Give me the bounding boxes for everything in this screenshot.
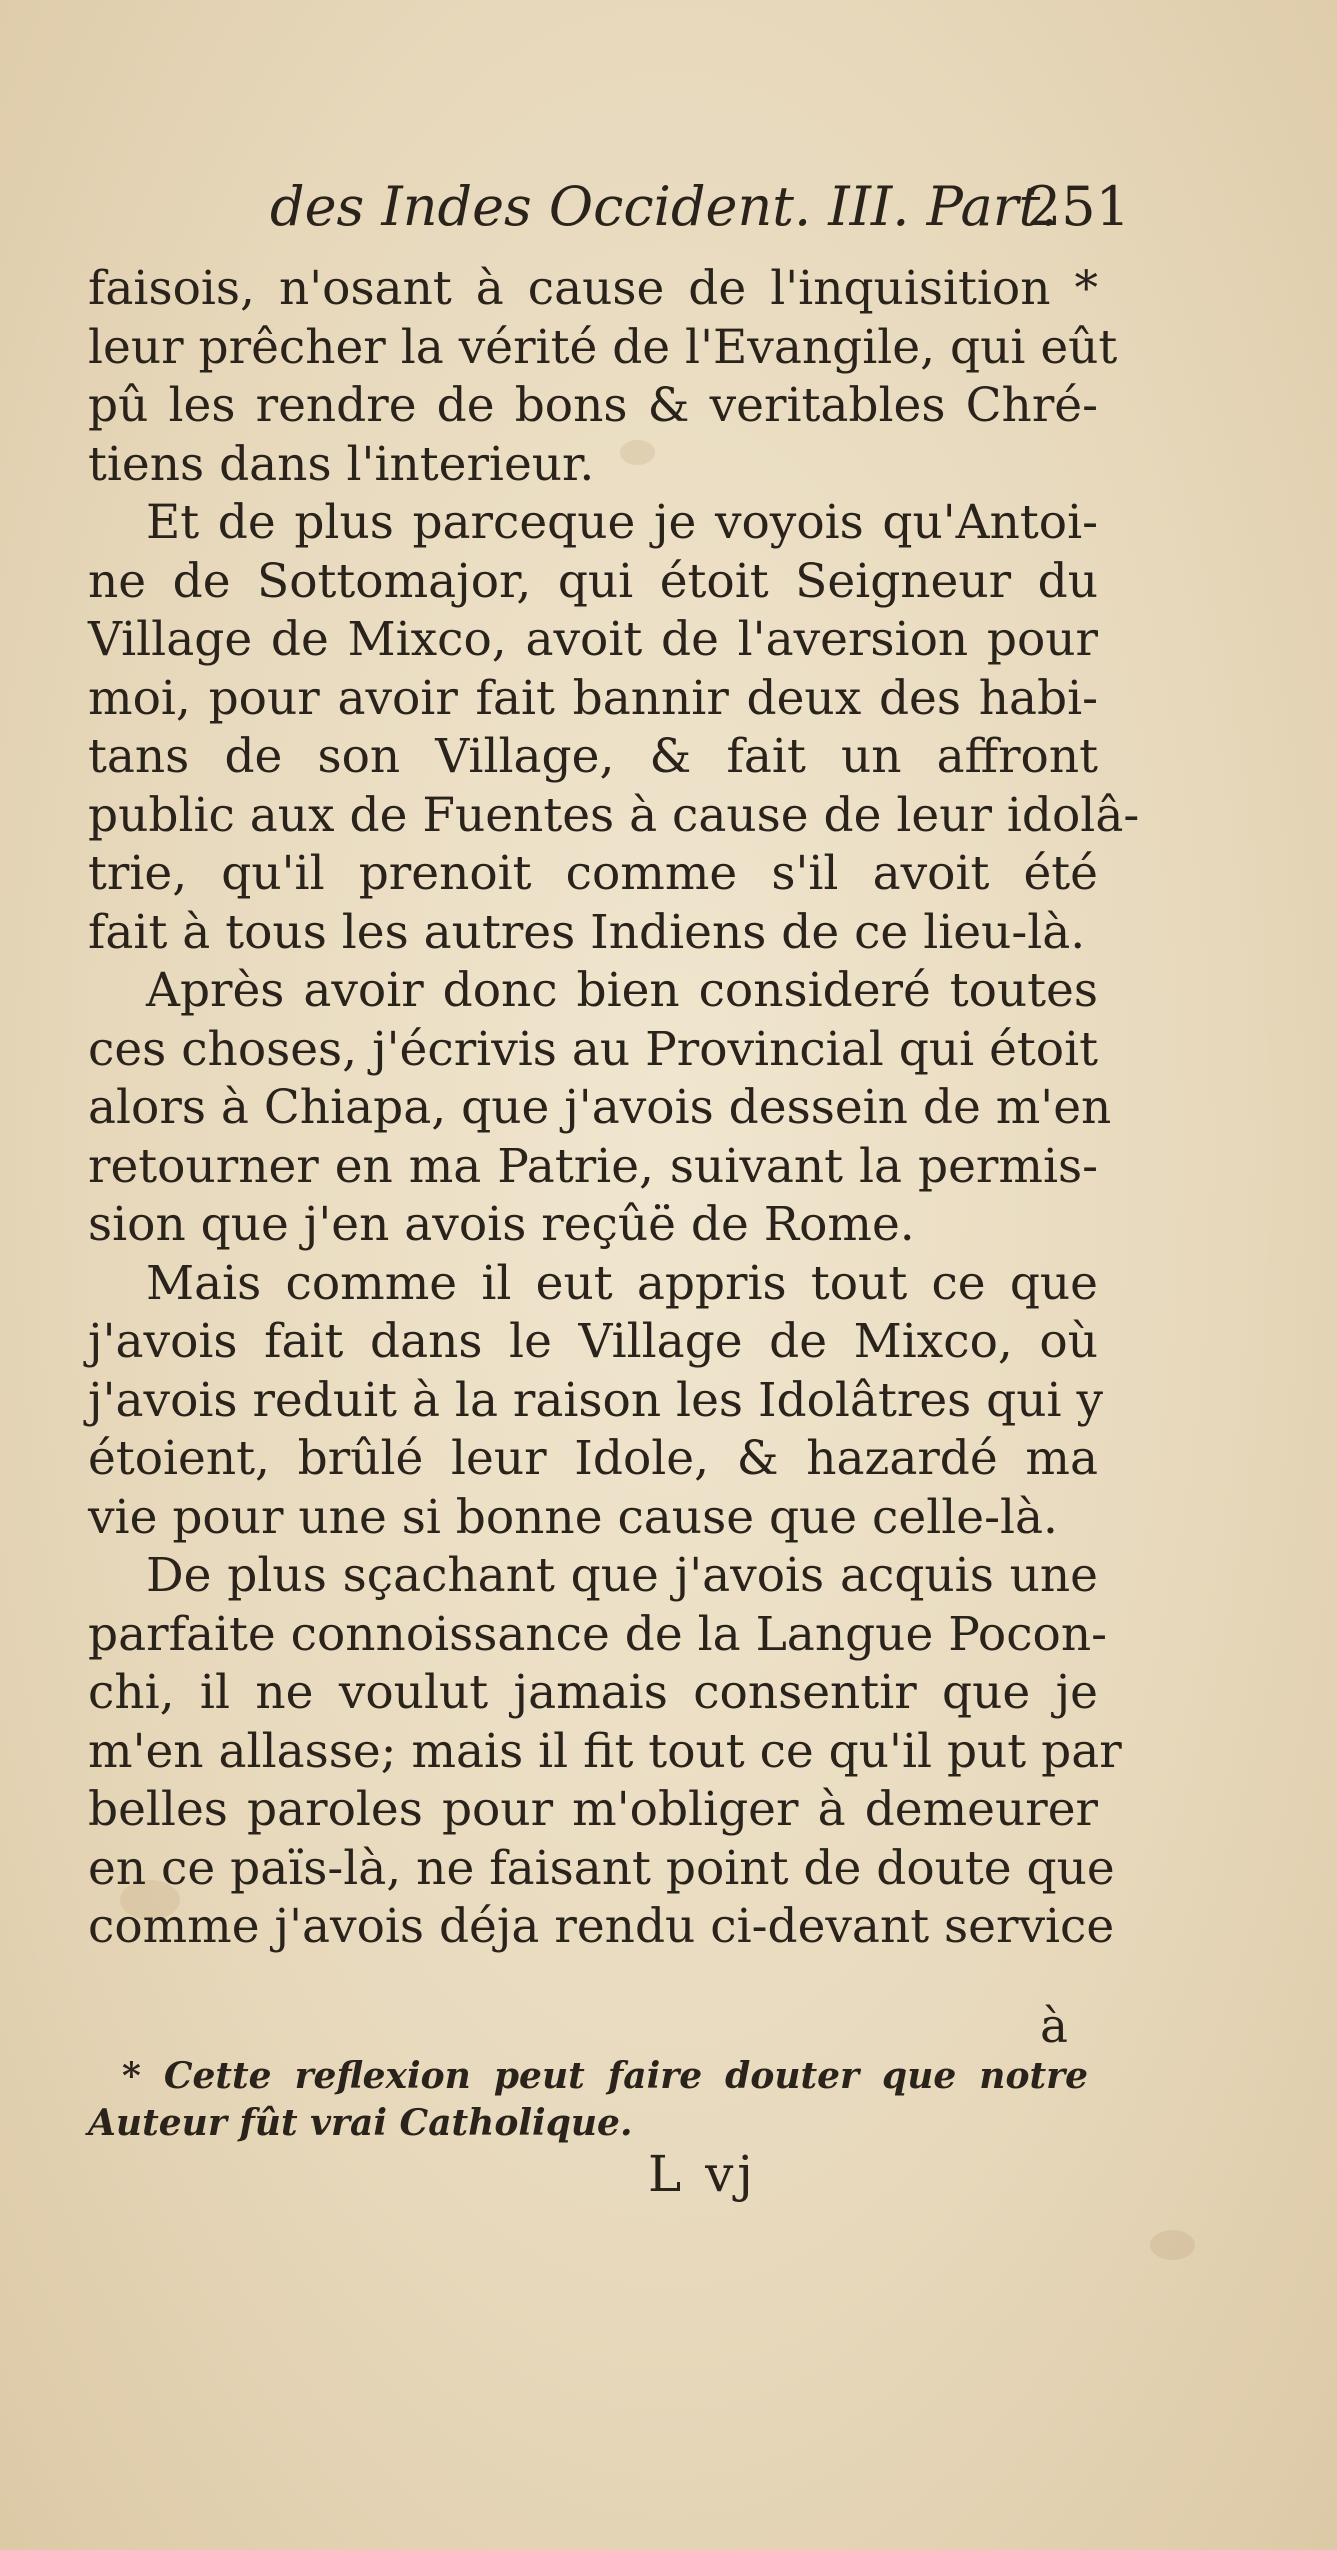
footnote [88, 2053, 1088, 2147]
text-line: ces choses, j'écrivis au Provincial qui étoit [88, 1021, 1098, 1077]
text-line: j'avois fait dans le Village de Mixco, où [88, 1314, 1098, 1369]
text-line: De plus sçachant que j'avois acquis une [146, 1548, 1098, 1603]
text-line: étoient, brûlé leur Idole, & hazardé ma [88, 1431, 1098, 1486]
text-line: fait à tous les autres Indiens de ce lieu-là. [88, 904, 1086, 960]
text-line: vie pour une si bonne cause que celle-là. [88, 1489, 1058, 1545]
text-line: j'avois reduit à la raison les Idolâtres qui y [88, 1372, 1104, 1428]
text-line: moi, pour avoir fait bannir deux des habi- [88, 670, 1098, 726]
text-line: alors à Chiapa, que j'avois dessein de m'en [88, 1080, 1112, 1135]
footnote-line: * Cette reflexion peut faire douter que notre [122, 2055, 1088, 2097]
text-line: tiens dans l'interieur. [88, 436, 595, 492]
text-line: tans de son Village, & fait un affront [88, 729, 1098, 784]
text-line: Après avoir donc bien consideré toutes [146, 963, 1098, 1018]
paper-stain [1150, 2230, 1195, 2260]
text-line: retourner en ma Patrie, suivant la permis- [88, 1138, 1098, 1194]
text-line: ne de Sottomajor, qui étoit Seigneur du [88, 553, 1098, 609]
text-line: Mais comme il eut appris tout ce que [146, 1255, 1098, 1311]
text-line: parfaite connoissance de la Langue Pocon- [88, 1606, 1107, 1662]
text-line: comme j'avois déja rendu ci-devant service [88, 1899, 1115, 1954]
text-line: pû les rendre de bons & veritables Chré- [88, 378, 1098, 433]
body-text [88, 260, 1140, 1957]
text-line: leur prêcher la vérité de l'Evangile, qui eût [88, 319, 1118, 375]
catchword: à [1040, 1999, 1069, 2054]
signature-mark: L vj [648, 2145, 757, 2203]
text-line: Et de plus parceque je voyois qu'Antoi- [146, 495, 1098, 550]
text-line: m'en allasse; mais il fit tout ce qu'il put par [88, 1723, 1122, 1779]
text-line: Village de Mixco, avoit de l'aversion pour [88, 612, 1098, 667]
text-line: sion que j'en avois reçûë de Rome. [88, 1197, 915, 1252]
text-line: chi, il ne voulut jamais consentir que je [88, 1665, 1098, 1720]
page-header [270, 175, 1130, 245]
page-number: 251 [1026, 175, 1130, 238]
text-line: trie, qu'il prenoit comme s'il avoit été [88, 846, 1098, 901]
text-line: public aux de Fuentes à cause de leur idolâ- [88, 787, 1140, 843]
text-line: en ce païs-là, ne faisant point de doute que [88, 1840, 1115, 1896]
text-line: faisois, n'osant à cause de l'inquisition * [88, 261, 1098, 316]
running-head: des Indes Occident. III. Part. [270, 175, 1058, 238]
text-line: belles paroles pour m'obliger à demeurer [88, 1782, 1098, 1837]
footnote-line: Auteur fût vrai Catholique. [88, 2102, 633, 2144]
